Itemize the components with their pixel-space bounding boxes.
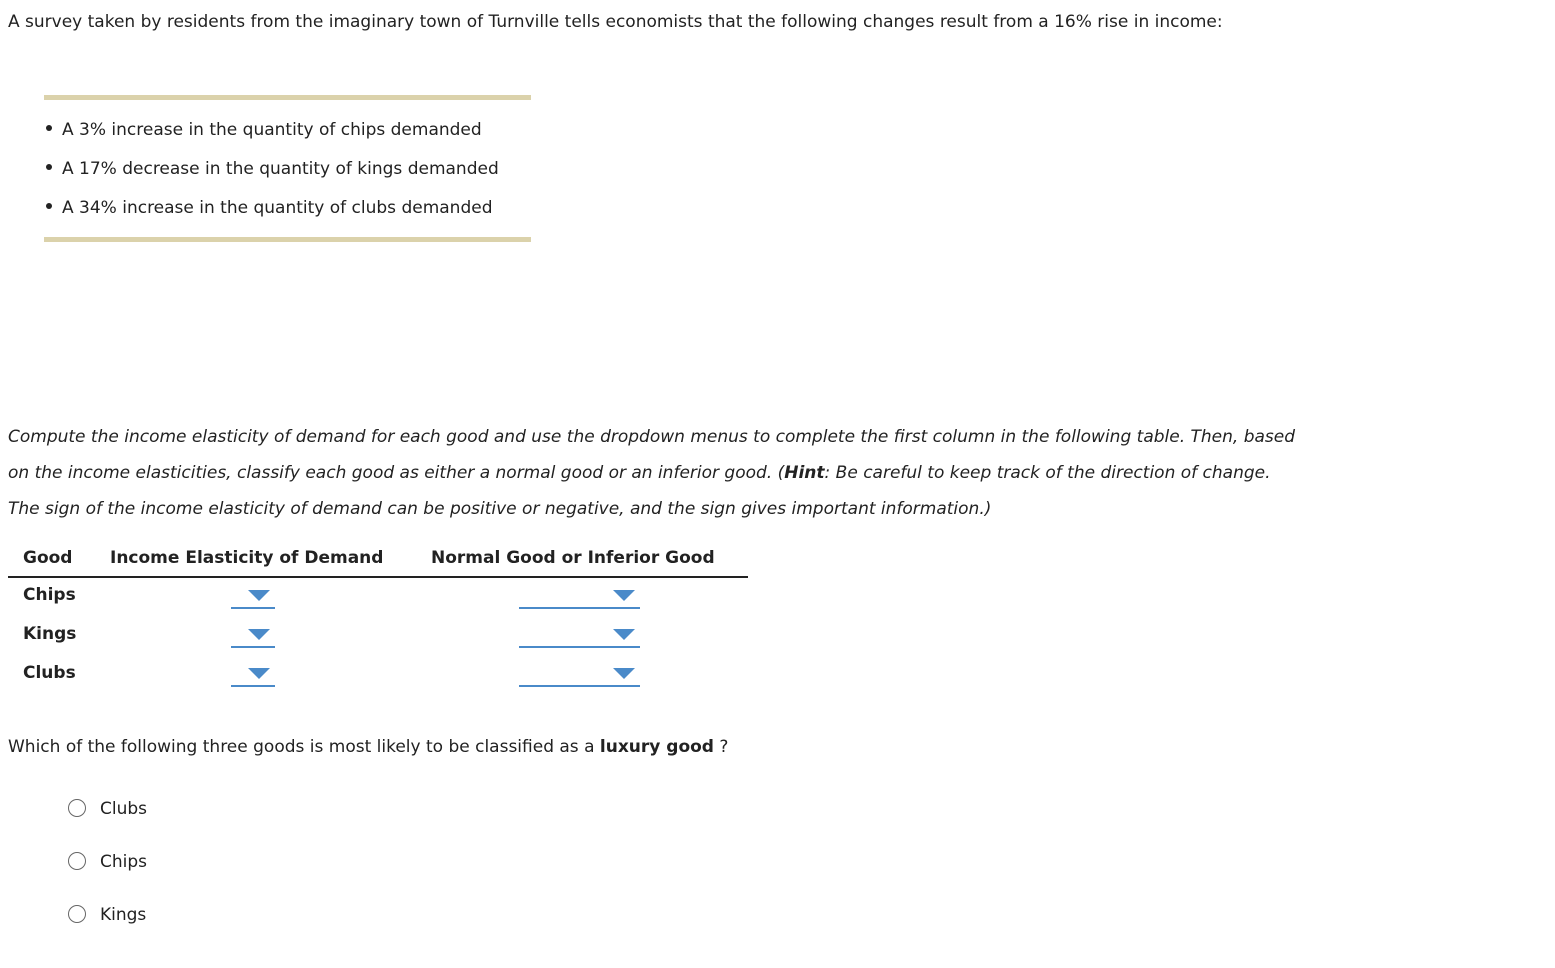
option-label: Kings [100,905,147,925]
header-classification: Normal Good or Inferior Good [431,548,715,568]
instructions [8,419,1398,527]
row-label-kings: Kings [23,624,77,644]
table-row [0,585,760,615]
table-row [0,663,760,693]
classification-dropdown-chips[interactable] [519,585,640,609]
dropdown-arrow-icon [613,668,635,679]
radio-button[interactable] [68,905,86,923]
dropdown-arrow-icon [613,629,635,640]
bullet-icon [46,203,52,209]
dropdown-arrow-icon [248,629,270,640]
list-item [46,120,482,140]
hint-label: Hint [784,463,825,483]
option-label: Chips [100,852,148,872]
classification-dropdown-kings[interactable] [519,624,640,648]
bullet-icon [46,125,52,131]
list-item [46,159,499,179]
question-text: Which of the following three goods is most likely to be classified as a [8,737,600,757]
option-label: Clubs [100,799,148,819]
row-label-clubs: Clubs [23,663,76,683]
instructions-line [8,455,1398,491]
instructions-text: on the income elasticities, classify each good as either a normal good or an inferior good. ( [8,463,785,483]
list-item [46,198,493,218]
change-text: A 34% increase in the quantity of clubs demanded [62,198,493,218]
question-text: ? [713,737,729,757]
radio-button[interactable] [68,799,86,817]
instructions-text: : Be careful to keep track of the direction of change. [824,463,1271,483]
change-text: A 17% decrease in the quantity of kings demanded [62,159,499,179]
table-row [0,624,760,654]
question-bold-term: luxury good [599,737,714,757]
row-label-chips: Chips [23,585,76,605]
elasticity-dropdown-kings[interactable] [231,624,275,648]
elasticity-dropdown-clubs[interactable] [231,663,275,687]
dropdown-arrow-icon [248,668,270,679]
classification-dropdown-clubs[interactable] [519,663,640,687]
dropdown-arrow-icon [613,590,635,601]
changes-box [44,95,531,242]
luxury-question [8,737,728,757]
bullet-icon [46,164,52,170]
header-good: Good [23,548,73,568]
table-header [8,548,748,578]
instructions-line: The sign of the income elasticity of demand can be positive or negative, and the sign gives important information.) [8,499,992,519]
dropdown-arrow-icon [248,590,270,601]
radio-button[interactable] [68,852,86,870]
elasticity-dropdown-chips[interactable] [231,585,275,609]
instructions-line: Compute the income elasticity of demand for each good and use the dropdown menus to complete the first column in the following table. Then, based [8,427,1296,447]
intro-text: A survey taken by residents from the imaginary town of Turnville tells economists that the following changes result from a 16% rise in income: [8,12,1223,32]
header-elasticity: Income Elasticity of Demand [110,548,384,568]
change-text: A 3% increase in the quantity of chips demanded [62,120,482,140]
